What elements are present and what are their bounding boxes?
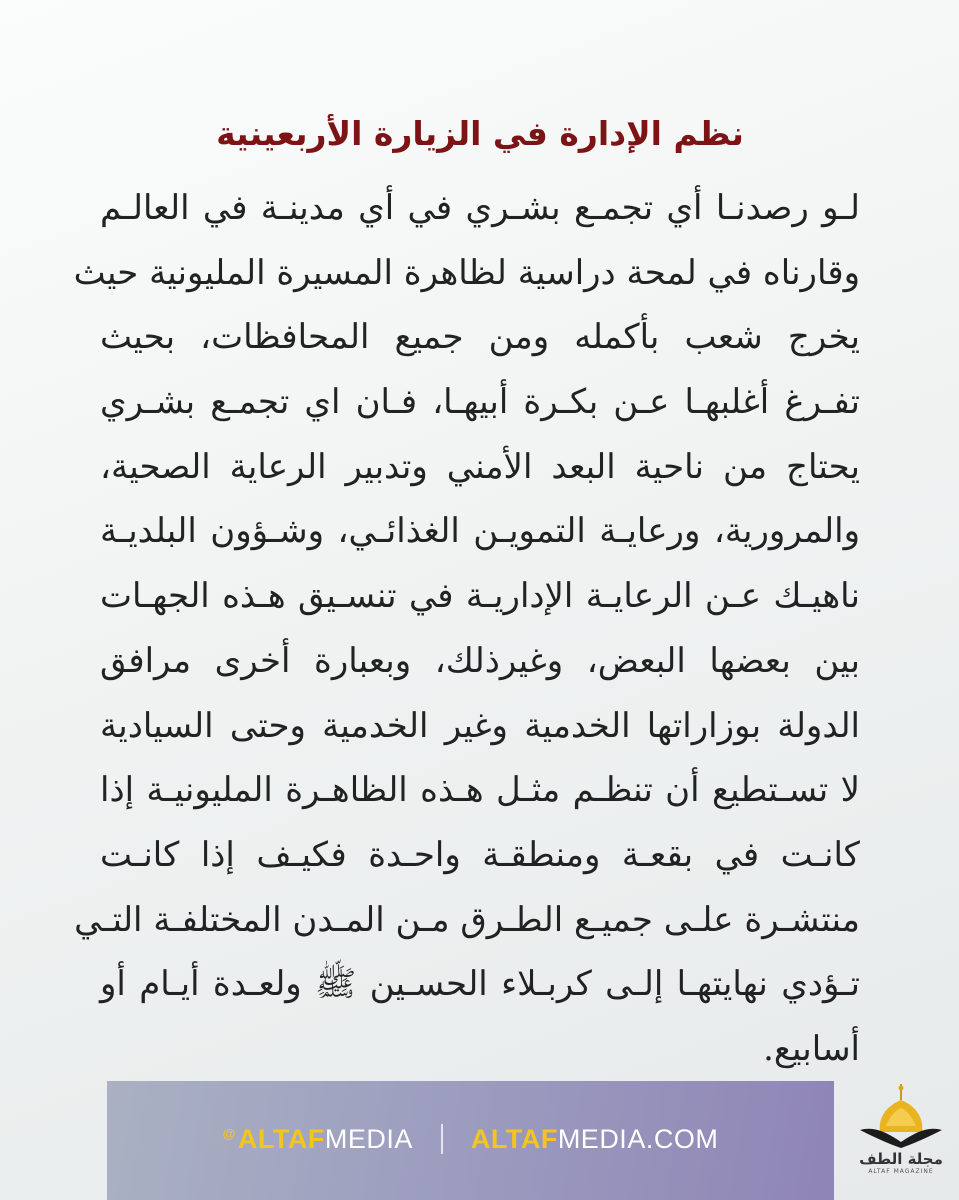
article-title: نظم الإدارة في الزيارة الأربعينية	[216, 114, 744, 153]
website-link[interactable]	[471, 1124, 718, 1155]
body-line: ناهيـك عـن الرعايـة الإداريـة في تنسـيق هـذه الجهـات	[100, 576, 860, 617]
body-line: يحتاج من ناحية البعد الأمني وتدبير الرعاية الصحية،	[100, 446, 860, 487]
body-line: لـو رصدنـا أي تجمـع بشـري في أي مدينـة في العالـم	[100, 188, 860, 228]
footer-band	[107, 1081, 834, 1200]
site-brand: ALTAF	[470, 1123, 558, 1154]
body-line: تـؤدي نهايتهـا إلـى كربـلاء الحسـين ﷺ ولعـدة أيـام أو	[100, 964, 860, 1005]
dome-icon	[856, 1082, 946, 1148]
body-line: تفـرغ أغلبهـا عـن بكـرة أبيهـا، فـان اي تجمـع بشـري	[100, 382, 860, 423]
handle-suffix: MEDIA	[324, 1123, 413, 1154]
logo-subtitle: ALTAF MAGAZINE	[868, 1168, 934, 1175]
site-suffix: MEDIA.COM	[557, 1123, 719, 1154]
logo-name: مجلة الطف	[859, 1150, 943, 1168]
body-line: وقارناه في لمحة دراسية لظاهرة المسيرة المليونية حيث	[73, 252, 860, 293]
magazine-logo	[853, 1082, 949, 1190]
body-line: الدولة بوزاراتها الخدمية وغير الخدمية وحتى السيادية	[100, 705, 860, 746]
article-body	[73, 176, 860, 1082]
handle-brand: ALTAF	[237, 1123, 325, 1154]
article	[73, 100, 860, 1069]
social-handle[interactable]	[223, 1124, 413, 1155]
body-line: منتشـرة علـى جميـع الطـرق مـن المـدن المختلفـة التـي	[74, 899, 860, 940]
body-line: والمرورية، ورعايـة التمويـن الغذائـي، وشـؤون البلديـة	[100, 511, 860, 552]
footer-credits	[107, 1119, 834, 1159]
body-line: بين بعضها البعض، وغيرذلك، وبعبارة أخرى مرافق	[100, 640, 860, 681]
footer-divider	[441, 1124, 443, 1154]
body-line: لا تسـتطيع أن تنظـم مثـل هـذه الظاهـرة المليونيـة إذا	[100, 770, 860, 811]
body-line: كانـت في بقعـة ومنطقـة واحـدة فكيـف إذا كانـت	[100, 834, 860, 875]
at-icon: @	[222, 1125, 236, 1141]
body-line: يخرج شعب بأكمله ومن جميع المحافظات، بحيث	[100, 317, 860, 358]
body-line: أسابيع.	[763, 1028, 860, 1069]
